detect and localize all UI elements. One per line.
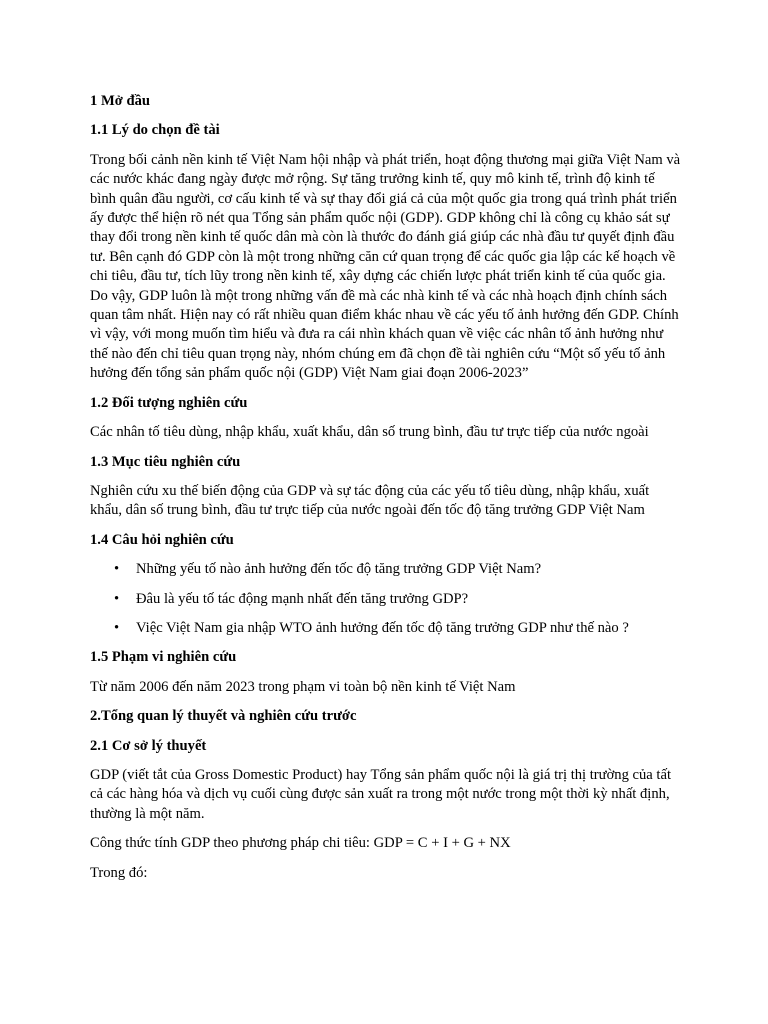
paragraph-gdp-formula: Công thức tính GDP theo phương pháp chi tiêu: GDP = C + I + G + NX	[90, 835, 511, 852]
paragraph-scope: Từ năm 2006 đến năm 2023 trong phạm vi toàn bộ nền kinh tế Việt Nam	[90, 678, 516, 695]
heading-1-1: 1.1 Lý do chọn đề tài	[90, 122, 220, 139]
heading-1-3: 1.3 Mục tiêu nghiên cứu	[90, 453, 241, 470]
question-text: Đâu là yếu tố tác động mạnh nhất đến tăng trưởng GDP?	[136, 590, 469, 607]
question-text: Việc Việt Nam gia nhập WTO ảnh hưởng đến tốc độ tăng trưởng GDP như thế nào ?	[136, 619, 629, 636]
heading-2-1: 2.1 Cơ sở lý thuyết	[90, 737, 207, 754]
paragraph-reason: Trong bối cảnh nền kinh tế Việt Nam hội nhập và phát triển, hoạt động thương mại giữa Việt Nam và các nước khác đang ngày được mở rộng. Sự tăng trưởng kinh tế, quy mô kinh tế, trình độ kinh tế bình quân đầu người, cơ cấu kinh tế và sự thay đổi giá cả của một quốc gia trong quá trình phát triển ấy được thể hiện rõ nét qua Tổng sản phẩm quốc nội (GDP). GDP không chỉ là công cụ khảo sát sự thay đổi trong nền kinh tế quốc dân mà còn là thước đo đánh giá giúp các nhà đầu tư quyết định đầu tư. Bên cạnh đó GDP còn là một trong những căn cứ quan trọng để các quốc gia lập các kế hoạch về chi tiêu, đầu tư, tích lũy trong nền kinh tế, xây dựng các chiến lược phát triển kinh tế của quốc gia. Do vậy, GDP luôn là một trong những vấn đề mà các nhà kinh tế và các nhà hoạch định chính sách quan tâm nhất. Hiện nay có rất nhiều quan điểm khác nhau về các yếu tố ảnh hưởng đến GDP. Chính vì vậy, với mong muốn tìm hiểu và đưa ra cái nhìn khách quan về việc các nhân tố ảnh hưởng như thế nào đến chỉ tiêu quan trọng này, nhóm chúng em đã chọn đề tài nghiên cứu “Một số yếu tố ảnh hưởng đến tổng sản phẩm quốc nội (GDP) Việt Nam giai đoạn 2006-2023”	[90, 151, 681, 382]
list-item	[90, 560, 682, 579]
paragraph-where: Trong đó:	[90, 864, 148, 881]
paragraph-objective: Nghiên cứu xu thế biến động của GDP và sự tác động của các yếu tố tiêu dùng, nhập khẩu, xuất khẩu, dân số trung bình, đầu tư trực tiếp của nước ngoài đến tốc độ tăng trưởng GDP Việt Nam	[90, 482, 650, 519]
list-item	[90, 619, 682, 638]
bullet-icon: •	[114, 619, 120, 636]
document-page	[90, 92, 682, 893]
paragraph-gdp-definition: GDP (viết tắt của Gross Domestic Product) hay Tổng sản phẩm quốc nội là giá trị thị trường của tất cả các hàng hóa và dịch vụ cuối cùng được sản xuất ra trong một nước trong một thời kỳ nhất định, thường là một năm.	[90, 766, 672, 822]
bullet-icon: •	[114, 590, 120, 607]
heading-1-2: 1.2 Đối tượng nghiên cứu	[90, 394, 248, 411]
heading-1-5: 1.5 Phạm vi nghiên cứu	[90, 649, 237, 666]
heading-1-4: 1.4 Câu hỏi nghiên cứu	[90, 531, 234, 548]
heading-2: 2.Tổng quan lý thuyết và nghiên cứu trước	[90, 708, 357, 725]
bullet-icon: •	[114, 561, 120, 578]
question-list	[90, 560, 682, 638]
heading-1: 1 Mở đầu	[90, 93, 150, 109]
paragraph-subject: Các nhân tố tiêu dùng, nhập khẩu, xuất khẩu, dân số trung bình, đầu tư trực tiếp của nước ngoài	[90, 424, 649, 441]
question-text: Những yếu tố nào ảnh hưởng đến tốc độ tăng trưởng GDP Việt Nam?	[136, 561, 542, 578]
list-item	[90, 590, 682, 609]
